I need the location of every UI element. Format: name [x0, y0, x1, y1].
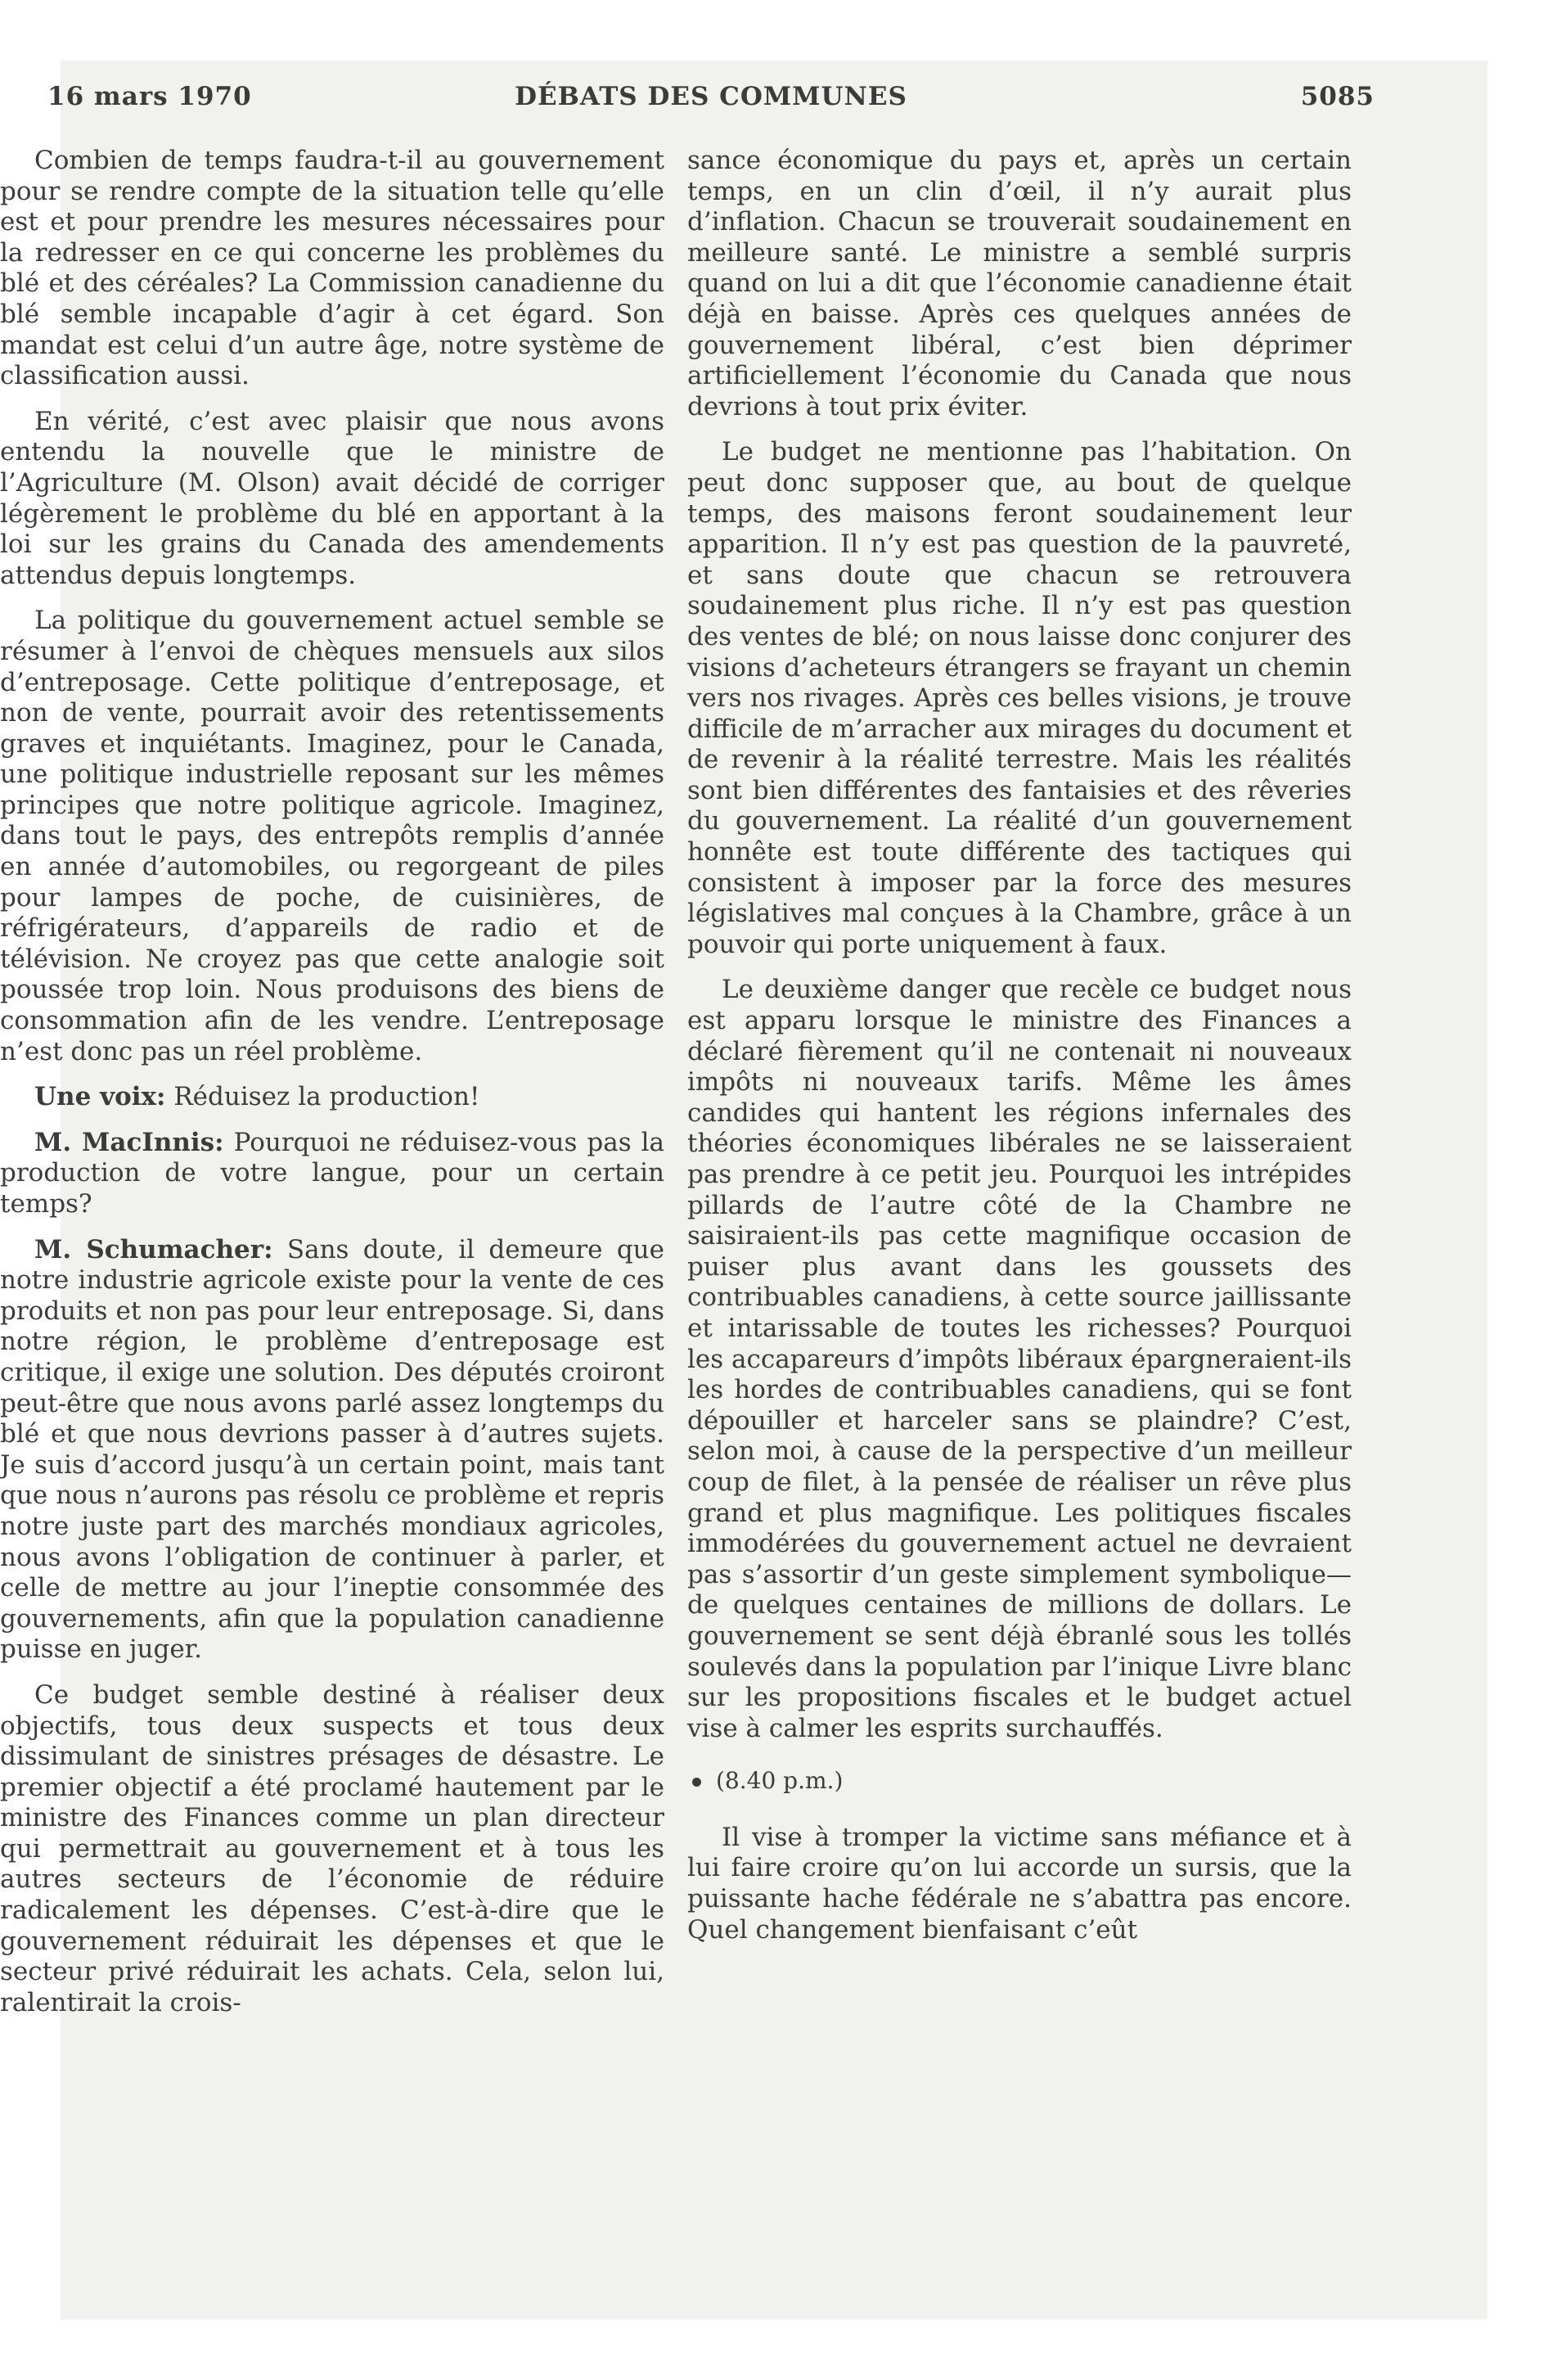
paragraph: La politique du gouvernement actuel semble se résumer à l’envoi de chèques mensuels aux silos d’entreposage. Cette politique d’entreposage, et non de vente, pourrait avoir des retentissements graves et inquiétants. Imaginez, pour le Canada, une politique industrielle reposant sur les mêmes principes que notre politique agricole. Imaginez, dans tout le pays, des entrepôts remplis d’année en année d’automobiles, ou regorgeant de piles pour lampes de poche, de cuisinières, de réfrigérateurs, d’appareils de radio et de télévision. Ne croyez pas que cette analogie soit poussée trop loin. Nous produisons des biens de consommation afin de les vendre. L’entreposage n’est donc pas un réel problème. [0, 606, 664, 1066]
paragraph: Ce budget semble destiné à réaliser deux objectifs, tous deux suspects et tous deux dissimulant de sinistres présages de désastre. Le premier objectif a été proclamé hautement par le ministre des Finances comme un plan directeur qui permettrait au gouvernement et à tous les autres secteurs de l’économie de réduire radicalement les dépenses. C’est-à-dire que le gouvernement réduirait les dépenses et que le secteur privé réduirait les achats. Cela, selon lui, ralentirait la crois- [0, 1679, 664, 2017]
speaker-name: Une voix: [34, 1082, 166, 1112]
speaker-name: M. MacInnis: [34, 1127, 224, 1157]
timestamp [687, 1765, 1352, 1796]
paragraph: Le budget ne mentionne pas l’habitation. On peut donc supposer que, au bout de quelque temps, des maisons feront soudainement leur apparition. Il n’y est pas question de la pauvreté, et sans doute que chacun se retrouvera soudainement plus riche. Il n’y est pas question des ventes de blé; on nous laisse donc conjurer des visions d’acheteurs étrangers se frayant un chemin vers nos rivages. Après ces belles visions, je trouve difficile de m’arracher aux mirages du document et de revenir à la réalité terrestre. Mais les réalités sont bien différentes des fantaisies et des rêveries du gouvernement. La réalité d’un gouvernement honnête est toute différente des tactiques qui consistent à imposer par la force des mesures législatives mal conçues à la Chambre, grâce à un pouvoir qui porte uniquement à faux. [687, 437, 1352, 959]
page-header [47, 82, 1375, 123]
speaker-name: M. Schumacher: [34, 1234, 273, 1264]
header-title: DÉBATS DES COMMUNES [515, 82, 907, 111]
paragraph: sance économique du pays et, après un certain temps, en un clin d’œil, il n’y aurait plus d’inflation. Chacun se trouverait soudainement en meilleure santé. Le ministre a semblé surpris quand on lui a dit que l’économie canadienne était déjà en baisse. Après ces quelques années de gouvernement libéral, c’est bien déprimer artificiellement l’économie du Canada que nous devrions à tout prix éviter. [687, 146, 1352, 421]
left-column [0, 146, 664, 2033]
speech-paragraph [0, 1082, 664, 1113]
speech-text: Sans doute, il demeure que notre industrie agricole existe pour la vente de ces produits et non pas pour leur entreposage. Si, dans notre région, le problème d’entreposage est critique, il exige une solution. Des députés croiront peut-être que nous avons parlé assez longtemps du blé et que nous devrions passer à d’autres sujets. Je suis d’accord jusqu’à un certain point, mais tant que nous n’aurons pas résolu ce problème et repris notre juste part des marchés mondiaux agricoles, nous avons l’obligation de continuer à parler, et celle de mettre au jour l’ineptie consommée des gouvernements, afin que la population canadienne puisse en juger. [0, 1234, 664, 1665]
paragraph: Il vise à tromper la victime sans méfiance et à lui faire croire qu’on lui accorde un sursis, que la puissante hache fédérale ne s’abattra pas encore. Quel changement bienfaisant c’eût [687, 1822, 1352, 1945]
speech-text: Pourquoi ne réduisez-vous pas la production de votre langue, pour un certain temps? [0, 1127, 664, 1219]
speech-paragraph [0, 1128, 664, 1220]
bullet-icon [692, 1778, 701, 1787]
paragraph: En vérité, c’est avec plaisir que nous avons entendu la nouvelle que le ministre de l’Agriculture (M. Olson) avait décidé de corriger légèrement le problème du blé en apportant à la loi sur les grains du Canada des amendements attendus depuis longtemps. [0, 406, 664, 590]
speech-paragraph [0, 1235, 664, 1666]
paragraph: Le deuxième danger que recèle ce budget nous est apparu lorsque le ministre des Finances a déclaré fièrement qu’il ne contenait ni nouveaux impôts ni nouveaux tarifs. Même les âmes candides qui hantent les régions infernales des théories économiques libérales ne se laisseraient pas prendre à ce petit jeu. Pourquoi les intrépides pillards de l’autre côté de la Chambre ne saisiraient-ils pas cette magnifique occasion de puiser plus avant dans les goussets des contribuables canadiens, à cette source jaillissante et intarissable de toutes les richesses? Pourquoi les accapareurs d’impôts libéraux épargneraient-ils les hordes de contribuables canadiens, qui se font dépouiller et harceler sans se plaindre? C’est, selon moi, à cause de la perspective d’un meilleur coup de filet, à la pensée de réaliser un rêve plus grand et plus magnifique. Les politiques fiscales immodérées du gouvernement actuel ne devraient pas s’assortir d’un geste simplement symbolique—de quelques centaines de millions de dollars. Le gouvernement se sent déjà ébranlé sous les tollés soulevés dans la population par l’inique Livre blanc sur les propositions fiscales et le budget actuel vise à calmer les esprits surchauffés. [687, 975, 1352, 1743]
timestamp-text: (8.40 p.m.) [716, 1767, 844, 1795]
speech-text: Réduisez la production! [165, 1082, 480, 1112]
right-column [687, 146, 1352, 1960]
paragraph: Combien de temps faudra-t-il au gouvernement pour se rendre compte de la situation telle qu’elle est et pour prendre les mesures nécessaires pour la redresser en ce qui concerne les problèmes du blé et des céréales? La Commission canadienne du blé semble incapable d’agir à cet égard. Son mandat est celui d’un autre âge, notre système de classification aussi. [0, 146, 664, 391]
header-page-number: 5085 [1300, 82, 1375, 111]
header-date: 16 mars 1970 [47, 82, 252, 111]
